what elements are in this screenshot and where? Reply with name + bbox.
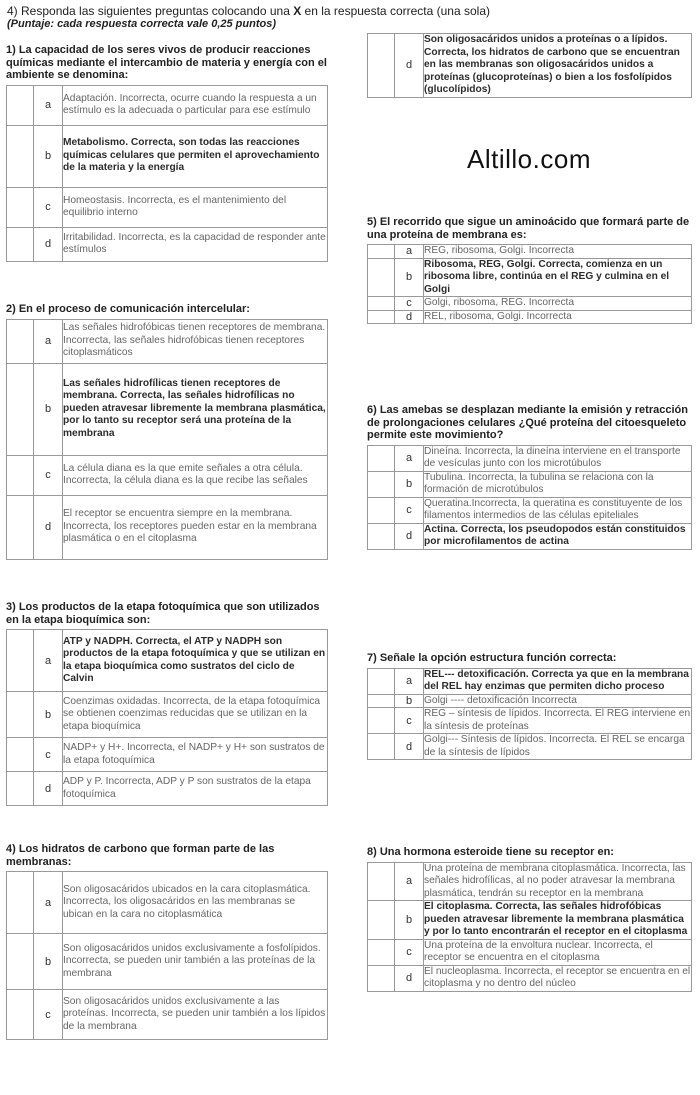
answer-row bbox=[368, 939, 692, 965]
option-letter: a bbox=[34, 319, 63, 363]
option-letter: c bbox=[395, 708, 424, 734]
option-letter: d bbox=[34, 495, 63, 559]
option-text: Ribosoma, REG, Golgi. Correcta, comienza en un ribosoma libre, continúa en el REG y culmina en el Golgi bbox=[424, 258, 692, 297]
option-letter: c bbox=[34, 990, 63, 1040]
brand-logo: Altillo.com bbox=[467, 144, 591, 174]
option-text: Irritabilidad. Incorrecta, es la capacidad de responder ante estímulos bbox=[63, 227, 328, 261]
answer-row bbox=[7, 85, 328, 125]
option-text: REL, ribosoma, Golgi. Incorrecta bbox=[424, 310, 692, 324]
question-6 bbox=[367, 404, 692, 550]
question-title: 8) Una hormona esteroide tiene su receptor en: bbox=[367, 846, 614, 858]
option-letter: d bbox=[395, 310, 424, 324]
answer-checkbox[interactable] bbox=[368, 34, 395, 98]
answer-row bbox=[368, 34, 692, 98]
answer-row bbox=[368, 901, 692, 940]
option-text: El receptor se encuentra siempre en la membrana. Incorrecta, los receptores pueden estar en la membrana plasmática o en el citoplasma bbox=[63, 495, 328, 559]
option-text: El citoplasma. Correcta, las señales hidrofóbicas pueden atravesar libremente la membrana plasmática y por lo tanto encontrarán el receptor en el citoplasma bbox=[424, 901, 692, 940]
question-7 bbox=[367, 652, 692, 760]
answer-checkbox[interactable] bbox=[368, 668, 395, 694]
answer-checkbox[interactable] bbox=[7, 772, 34, 806]
answer-table bbox=[367, 862, 692, 992]
answer-table bbox=[6, 871, 328, 1040]
option-text: REL--- detoxificación. Correcta ya que en la membrana del REL hay enzimas que permiten dicho proceso bbox=[424, 668, 692, 694]
answer-row bbox=[7, 692, 328, 738]
option-letter: c bbox=[34, 187, 63, 227]
question-title: 6) Las amebas se desplazan mediante la emisión y retracción de prolongaciones celulares ¿Qué proteína del citoesqueleto permite este movimiento? bbox=[367, 404, 688, 441]
answer-row bbox=[368, 310, 692, 324]
answer-checkbox[interactable] bbox=[7, 319, 34, 363]
option-letter: c bbox=[395, 497, 424, 523]
option-text: Golgi--- Síntesis de lípidos. Incorrecta. El REL se encarga de la síntesis de lípidos bbox=[424, 734, 692, 760]
answer-table-continued bbox=[367, 33, 692, 98]
option-letter: b bbox=[395, 471, 424, 497]
answer-table bbox=[6, 85, 328, 262]
option-letter: a bbox=[395, 668, 424, 694]
answer-row bbox=[368, 694, 692, 708]
answer-checkbox[interactable] bbox=[368, 245, 395, 259]
instructions-text: 4) Responda las siguientes preguntas colocando una bbox=[7, 4, 294, 18]
option-text: Son oligosacáridos unidos a proteínas o a lípidos. Correcta, los hidratos de carbono que se encuentran en las membranas son oligosacáridos unidos a proteínas (glucoproteínas) o bien a los fosfolípidos (glucolípidos) bbox=[424, 34, 692, 98]
option-text: Una proteína de la envoltura nuclear. Incorrecta, el receptor se encuentra en el citoplasma bbox=[424, 939, 692, 965]
option-text: Son oligosacáridos unidos exclusivamente a las proteínas. Incorrecta, se pueden unir también a los lípidos de la membrana bbox=[63, 990, 328, 1040]
question-1 bbox=[6, 44, 328, 262]
answer-checkbox[interactable] bbox=[368, 258, 395, 297]
answer-table bbox=[367, 668, 692, 761]
option-letter: c bbox=[395, 297, 424, 311]
answer-row bbox=[7, 772, 328, 806]
option-letter: d bbox=[395, 34, 424, 98]
option-letter: b bbox=[34, 934, 63, 990]
option-text: Tubulina. Incorrecta, la tubulina se relaciona con la formación de microtúbulos bbox=[424, 471, 692, 497]
option-text: Una proteína de membrana citoplasmática. Incorrecta, las señales hidrofílicas, al no poder atravesar la membrana plasmática, tendrán su receptor en la membrana bbox=[424, 862, 692, 901]
option-text: Coenzimas oxidadas. Incorrecta, de la etapa fotoquímica se obtienen coenzimas reducidas que se utilizan en la etapa bioquímica bbox=[63, 692, 328, 738]
answer-checkbox[interactable] bbox=[368, 708, 395, 734]
answer-checkbox[interactable] bbox=[368, 497, 395, 523]
option-text: REG – síntesis de lípidos. Incorrecta. El REG interviene en la síntesis de proteínas bbox=[424, 708, 691, 732]
option-text: Golgi, ribosoma, REG. Incorrecta bbox=[424, 297, 692, 311]
answer-checkbox[interactable] bbox=[7, 85, 34, 125]
answer-checkbox[interactable] bbox=[368, 445, 395, 471]
answer-checkbox[interactable] bbox=[7, 738, 34, 772]
answer-checkbox[interactable] bbox=[7, 227, 34, 261]
answer-row bbox=[368, 258, 692, 297]
answer-checkbox[interactable] bbox=[368, 965, 395, 991]
option-text: ADP y P. Incorrecta, ADP y P son sustratos de la etapa fotoquímica bbox=[63, 772, 328, 806]
answer-checkbox[interactable] bbox=[7, 125, 34, 187]
answer-row bbox=[7, 934, 328, 990]
answer-row bbox=[368, 297, 692, 311]
option-text: El nucleoplasma. Incorrecta, el receptor se encuentra en el citoplasma y no dentro del núcleo bbox=[424, 965, 691, 989]
option-letter: d bbox=[395, 523, 424, 549]
question-8 bbox=[367, 846, 692, 992]
answer-checkbox[interactable] bbox=[368, 862, 395, 901]
option-letter: a bbox=[395, 445, 424, 471]
answer-row bbox=[7, 227, 328, 261]
question-title: 5) El recorrido que sigue un aminoácido que formará parte de una proteína de membrana es: bbox=[367, 216, 690, 241]
option-letter: d bbox=[395, 734, 424, 760]
option-letter: a bbox=[34, 85, 63, 125]
answer-checkbox[interactable] bbox=[368, 939, 395, 965]
answer-checkbox[interactable] bbox=[7, 934, 34, 990]
answer-row bbox=[7, 363, 328, 455]
answer-row bbox=[368, 862, 692, 901]
answer-checkbox[interactable] bbox=[7, 872, 34, 934]
x-mark: X bbox=[293, 4, 302, 18]
option-letter: a bbox=[34, 872, 63, 934]
question-title: 4) Los hidratos de carbono que forman parte de las membranas: bbox=[6, 843, 275, 868]
answer-row bbox=[368, 471, 692, 497]
answer-row bbox=[368, 965, 692, 991]
answer-checkbox[interactable] bbox=[7, 692, 34, 738]
answer-table bbox=[6, 629, 328, 806]
answer-checkbox[interactable] bbox=[7, 363, 34, 455]
answer-row bbox=[368, 245, 692, 259]
option-letter: d bbox=[34, 772, 63, 806]
answer-checkbox[interactable] bbox=[368, 901, 395, 940]
option-letter: a bbox=[395, 245, 424, 259]
answer-checkbox[interactable] bbox=[368, 310, 395, 324]
answer-checkbox[interactable] bbox=[7, 495, 34, 559]
answer-row bbox=[368, 497, 692, 523]
option-text: ATP y NADPH. Correcta, el ATP y NADPH son productos de la etapa fotoquímica y que se utilizan en la etapa bioquímica como sustratos del ciclo de Calvin bbox=[63, 630, 328, 692]
option-text: REG, ribosoma, Golgi. Incorrecta bbox=[424, 245, 692, 259]
option-letter: c bbox=[34, 738, 63, 772]
option-text: Queratina.Incorrecta, la queratina es constituyente de los filamentos intermedios de las células epiteliales bbox=[424, 497, 692, 523]
option-letter: b bbox=[34, 363, 63, 455]
question-3 bbox=[6, 601, 328, 806]
option-letter: d bbox=[395, 965, 424, 991]
option-letter: b bbox=[395, 258, 424, 297]
option-text: Son oligosacáridos unidos exclusivamente a fosfolípidos. Incorrecta, se pueden unir también a las proteínas de la membrana bbox=[63, 934, 328, 990]
option-text: Homeostasis. Incorrecta, es el mantenimiento del equilibrio interno bbox=[63, 187, 328, 227]
answer-checkbox[interactable] bbox=[7, 630, 34, 692]
option-text: Dineína. Incorrecta, la dineína interviene en el transporte de vesículas junto con los microtúbulos bbox=[424, 445, 692, 471]
answer-table bbox=[6, 319, 328, 560]
answer-row bbox=[368, 708, 692, 734]
answer-row bbox=[7, 495, 328, 559]
question-title: 1) La capacidad de los seres vivos de producir reacciones químicas mediante el intercambio de materia y energía con el ambiente se denomina: bbox=[6, 44, 327, 81]
answer-checkbox[interactable] bbox=[7, 187, 34, 227]
question-2 bbox=[6, 303, 328, 560]
answer-row bbox=[368, 445, 692, 471]
instructions bbox=[7, 4, 697, 31]
option-letter: c bbox=[395, 939, 424, 965]
option-letter: b bbox=[34, 692, 63, 738]
answer-row bbox=[7, 319, 328, 363]
answer-table bbox=[367, 445, 692, 550]
instructions-line bbox=[7, 4, 697, 18]
answer-table bbox=[367, 244, 692, 324]
answer-checkbox[interactable] bbox=[368, 297, 395, 311]
score-note: (Puntaje: cada respuesta correcta vale 0,25 puntos) bbox=[7, 18, 276, 30]
answer-checkbox[interactable] bbox=[368, 523, 395, 549]
option-text: NADP+ y H+. Incorrecta, el NADP+ y H+ son sustratos de la etapa fotoquímica bbox=[63, 738, 328, 772]
answer-row bbox=[7, 738, 328, 772]
answer-row bbox=[7, 872, 328, 934]
answer-row bbox=[7, 187, 328, 227]
answer-checkbox[interactable] bbox=[368, 471, 395, 497]
option-letter: a bbox=[395, 862, 424, 901]
answer-row bbox=[368, 523, 692, 549]
option-letter: a bbox=[34, 630, 63, 692]
instructions-text-end: en la respuesta correcta (una sola) bbox=[301, 4, 490, 18]
option-letter: c bbox=[34, 455, 63, 495]
question-4 bbox=[6, 843, 328, 1040]
question-4-continued bbox=[367, 33, 692, 98]
option-letter: b bbox=[395, 901, 424, 940]
answer-row bbox=[368, 668, 692, 694]
option-letter: b bbox=[395, 694, 424, 708]
answer-checkbox[interactable] bbox=[7, 455, 34, 495]
answer-row bbox=[7, 455, 328, 495]
answer-row bbox=[7, 630, 328, 692]
option-text: Golgi ---- detoxificación Incorrecta bbox=[424, 694, 692, 708]
answer-row bbox=[368, 734, 692, 760]
answer-checkbox[interactable] bbox=[368, 694, 395, 708]
option-text: Son oligosacáridos ubicados en la cara citoplasmática. Incorrecta, los oligosacáridos en las membranas se ubican en la cara no citoplasmática bbox=[63, 872, 328, 934]
option-text: Las señales hidrofílicas tienen receptores de membrana. Correcta, las señales hidrofílicas no pueden atravesar libremente la membrana plasmática, por lo tanto su receptor será una proteína de la membrana bbox=[63, 363, 328, 455]
answer-row bbox=[7, 125, 328, 187]
option-text: Adaptación. Incorrecta, ocurre cuando la respuesta a un estímulo es la adecuada o particular para ese estímulo bbox=[63, 85, 328, 125]
question-5 bbox=[367, 216, 692, 324]
option-letter: b bbox=[34, 125, 63, 187]
option-letter: d bbox=[34, 227, 63, 261]
answer-row bbox=[7, 990, 328, 1040]
option-text: Actina. Correcta, los pseudopodos están constituidos por microfilamentos de actina bbox=[424, 523, 692, 549]
question-title: 3) Los productos de la etapa fotoquímica que son utilizados en la etapa bioquímica son: bbox=[6, 601, 320, 626]
option-text: Las señales hidrofóbicas tienen receptores de membrana. Incorrecta, las señales hidrofóbicas tienen receptores citoplasmáticos bbox=[63, 319, 328, 363]
option-text: La célula diana es la que emite señales a otra célula. Incorrecta, la célula diana es la que recibe las señales bbox=[63, 455, 328, 495]
option-text: Metabolismo. Correcta, son todas las reacciones químicas celulares que permiten el aprovechamiento de la materia y la energía bbox=[63, 125, 328, 187]
question-title: 2) En el proceso de comunicación intercelular: bbox=[6, 303, 250, 315]
answer-checkbox[interactable] bbox=[368, 734, 395, 760]
answer-checkbox[interactable] bbox=[7, 990, 34, 1040]
question-title: 7) Señale la opción estructura función correcta: bbox=[367, 652, 617, 664]
